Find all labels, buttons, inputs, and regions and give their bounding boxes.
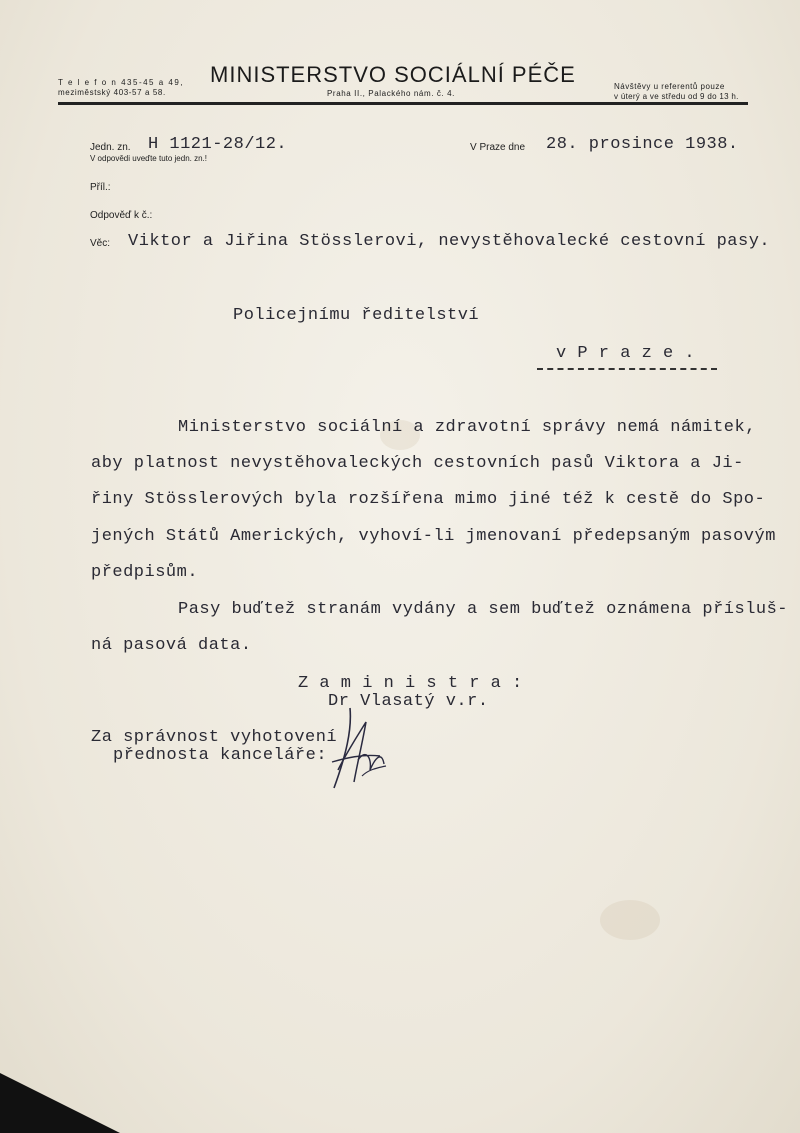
verification-line2: přednosta kanceláře:	[113, 746, 328, 765]
letterhead-visiting-hours: Návštěvy u referentů pouze	[614, 82, 725, 91]
addressee-line2: v P r a z e .	[556, 344, 696, 363]
for-minister: Z a m i n i s t r a :	[298, 674, 523, 693]
subject-label: Věc:	[90, 238, 111, 249]
paper-stain	[600, 900, 660, 940]
letterhead-telephone: T e l e f o n 435-45 a 49,	[58, 78, 185, 87]
letterhead-rule	[58, 102, 748, 105]
addressee-line1: Policejnímu ředitelství	[233, 306, 480, 325]
letterhead-ministry-title: MINISTERSTVO SOCIÁLNÍ PÉČE	[210, 62, 576, 87]
letterhead-visiting-days: v úterý a ve středu od 9 do 13 h.	[614, 92, 739, 101]
reference-note: V odpovědi uveďte tuto jedn. zn.!	[90, 154, 207, 163]
subject-text: Viktor a Jiřina Stösslerovi, nevystěhovalecké cestovní pasy.	[128, 232, 771, 251]
signer-name: Dr Vlasatý v.r.	[328, 692, 489, 711]
reference-label: Jedn. zn.	[90, 142, 131, 153]
body-line: jených Států Amerických, vyhoví-li jmenovaní předepsaným pasovým	[91, 527, 776, 546]
verification-line1: Za správnost vyhotovení	[91, 728, 338, 747]
body-line: aby platnost nevystěhovaleckých cestovních pasů Viktora a Ji-	[91, 454, 744, 473]
letter-date: 28. prosince 1938.	[546, 135, 739, 154]
body-line: předpisům.	[91, 563, 199, 582]
body-line: řiny Stösslerových byla rozšířena mimo jiné též k cestě do Spo-	[91, 490, 766, 509]
letterhead-intercity: meziměstský 403-57 a 58.	[58, 88, 166, 97]
reference-number: H 1121-28/12.	[148, 135, 288, 154]
reply-label: Odpověď k č.:	[90, 210, 153, 221]
addressee-underline	[537, 368, 717, 370]
body-line: Ministerstvo sociální a zdravotní správy nemá námitek,	[178, 418, 756, 437]
body-line: Pasy buďtež stranám vydány a sem buďtež oznámena přísluš-	[178, 600, 788, 619]
attachments-label: Příl.:	[90, 182, 111, 193]
letterhead-address: Praha II., Palackého nám. č. 4.	[327, 89, 455, 98]
body-line: ná pasová data.	[91, 636, 252, 655]
torn-corner	[0, 1073, 120, 1133]
place-label: V Praze dne	[470, 142, 526, 153]
handwritten-signature	[328, 700, 408, 795]
